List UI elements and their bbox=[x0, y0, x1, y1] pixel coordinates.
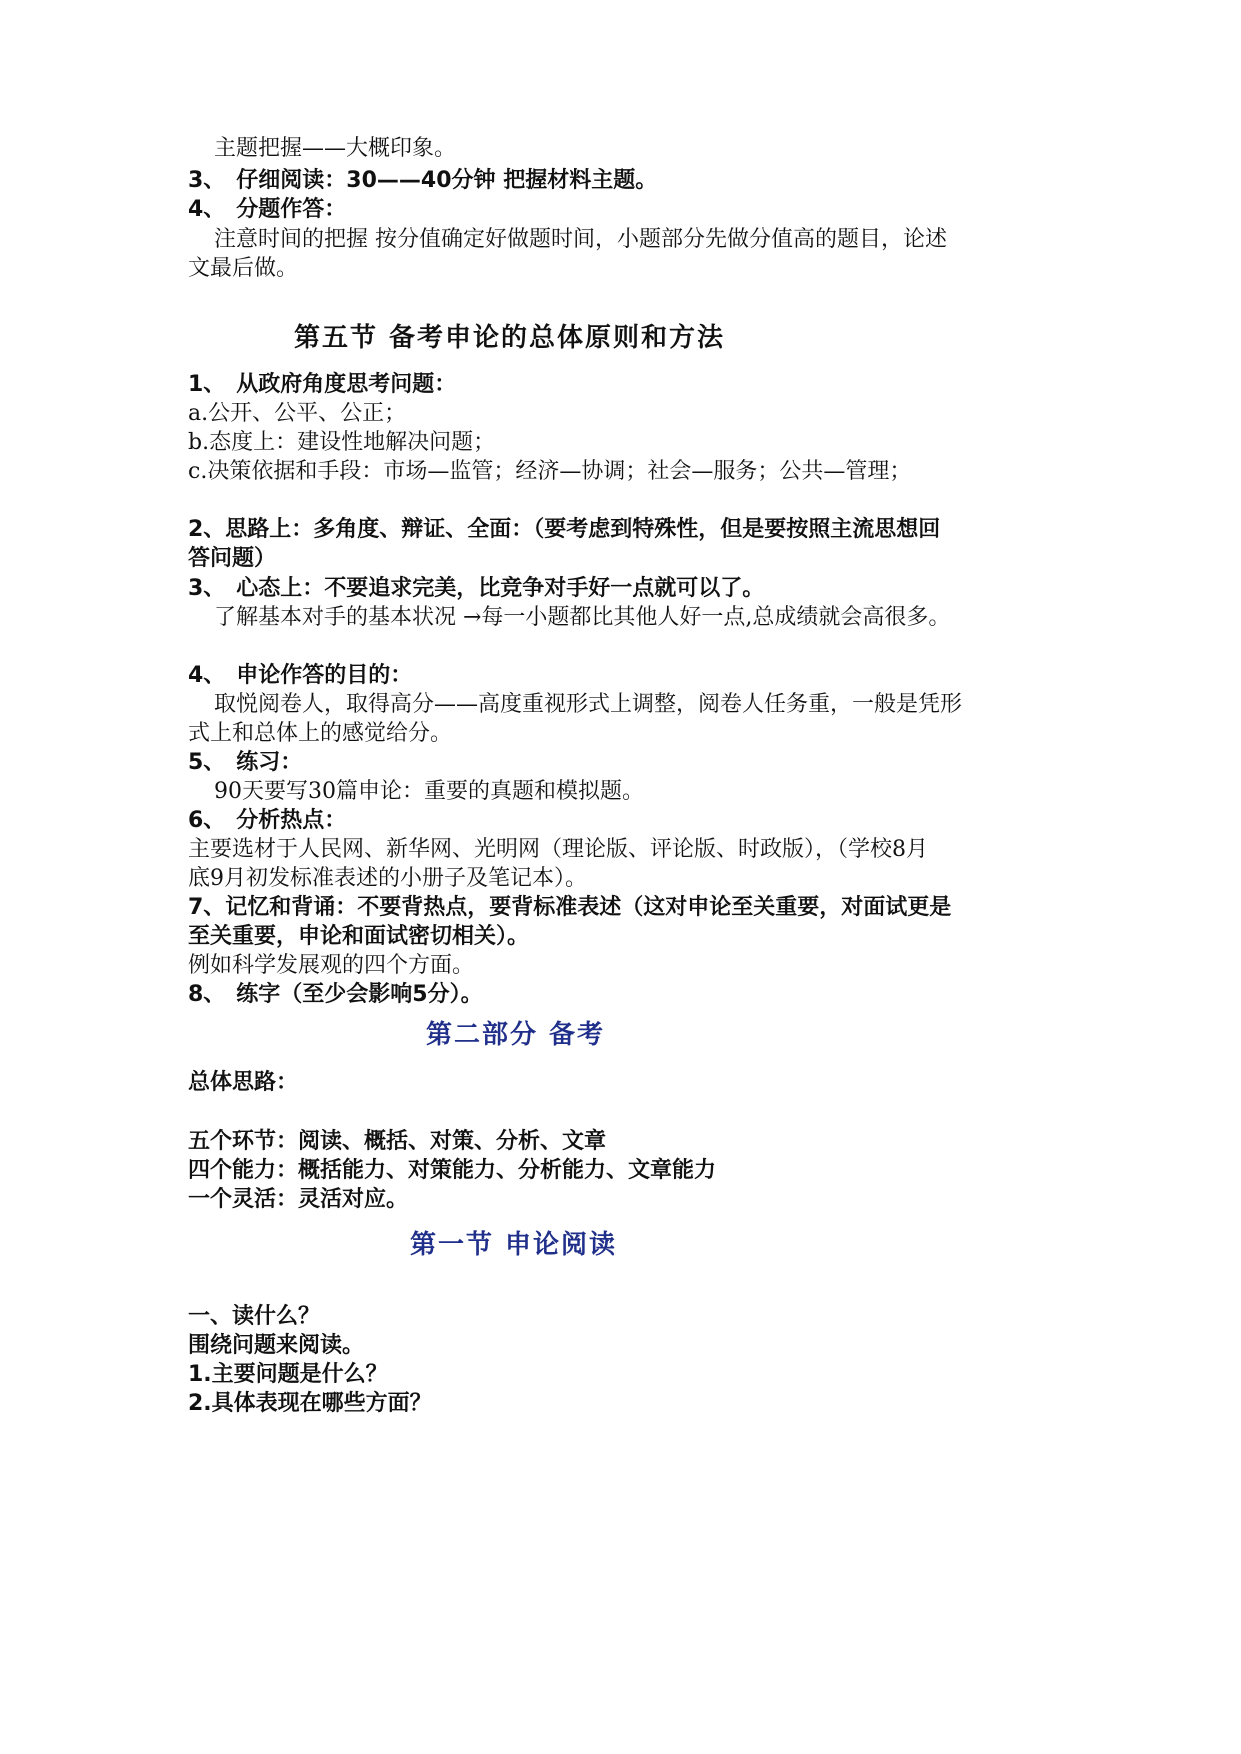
item-heading: 一、读什么？ bbox=[188, 1304, 321, 1329]
item-heading: 6、 分析热点： bbox=[188, 808, 347, 833]
text-line: 了解基本对手的基本状况 →每一小题都比其他人好一点,总成绩就会高很多。 bbox=[214, 605, 951, 630]
text-line: 一个灵活：灵活对应。 bbox=[188, 1187, 409, 1212]
list-item: 2.具体表现在哪些方面？ bbox=[188, 1391, 432, 1416]
text-line: c.决策依据和手段：市场—监管；经济—协调；社会—服务；公共—管理； bbox=[188, 459, 912, 484]
part-title: 第二部分 备考 bbox=[426, 1020, 606, 1050]
text-line: 式上和总体上的感觉给分。 bbox=[188, 721, 453, 746]
text-line: 例如科学发展观的四个方面。 bbox=[188, 953, 475, 978]
text-line: a.公开、公平、公正； bbox=[188, 401, 407, 426]
item-heading: 4、 申论作答的目的： bbox=[188, 663, 413, 688]
section-title: 第一节 申论阅读 bbox=[410, 1230, 618, 1260]
section-title: 第五节 备考申论的总体原则和方法 bbox=[294, 323, 726, 353]
text-line: 五个环节：阅读、概括、对策、分析、文章 bbox=[188, 1129, 607, 1154]
item-heading: 8、 练字（至少会影响5分）。 bbox=[188, 982, 483, 1007]
text-line: 总体思路： bbox=[188, 1070, 299, 1095]
item-heading: 至关重要，申论和面试密切相关）。 bbox=[188, 924, 530, 949]
text-line: 底9月初发标准表述的小册子及笔记本）。 bbox=[188, 866, 587, 891]
item-heading: 答问题） bbox=[188, 546, 277, 571]
text-line: 文最后做。 bbox=[188, 256, 299, 281]
text-line: 取悦阅卷人，取得高分——高度重视形式上调整，阅卷人任务重，一般是凭形 bbox=[214, 692, 963, 717]
text-line: 四个能力：概括能力、对策能力、分析能力、文章能力 bbox=[188, 1158, 717, 1183]
text-line: 注意时间的把握 按分值确定好做题时间，小题部分先做分值高的题目，论述 bbox=[214, 227, 947, 252]
text-line: b.态度上：建设性地解决问题； bbox=[188, 430, 496, 455]
text-line: 90天要写30篇申论：重要的真题和模拟题。 bbox=[214, 779, 644, 804]
item-heading: 5、 练习： bbox=[188, 750, 303, 775]
text-line: 主要选材于人民网、新华网、光明网（理论版、评论版、时政版），（学校8月 bbox=[188, 837, 928, 862]
item-heading: 3、 仔细阅读：30——40分钟 把握材料主题。 bbox=[188, 168, 658, 193]
text-line: 主题把握——大概印象。 bbox=[214, 136, 457, 161]
item-heading: 2、思路上：多角度、辩证、全面：（要考虑到特殊性，但是要按照主流思想回 bbox=[188, 517, 941, 542]
text-line: 围绕问题来阅读。 bbox=[188, 1333, 365, 1358]
item-heading: 3、 心态上：不要追求完美，比竞争对手好一点就可以了。 bbox=[188, 576, 765, 601]
item-heading: 4、 分题作答： bbox=[188, 197, 347, 222]
list-item: 1.主要问题是什么？ bbox=[188, 1362, 388, 1387]
item-heading: 1、 从政府角度思考问题： bbox=[188, 372, 457, 397]
item-heading: 7、记忆和背诵：不要背热点，要背标准表述（这对申论至关重要，对面试更是 bbox=[188, 895, 952, 920]
